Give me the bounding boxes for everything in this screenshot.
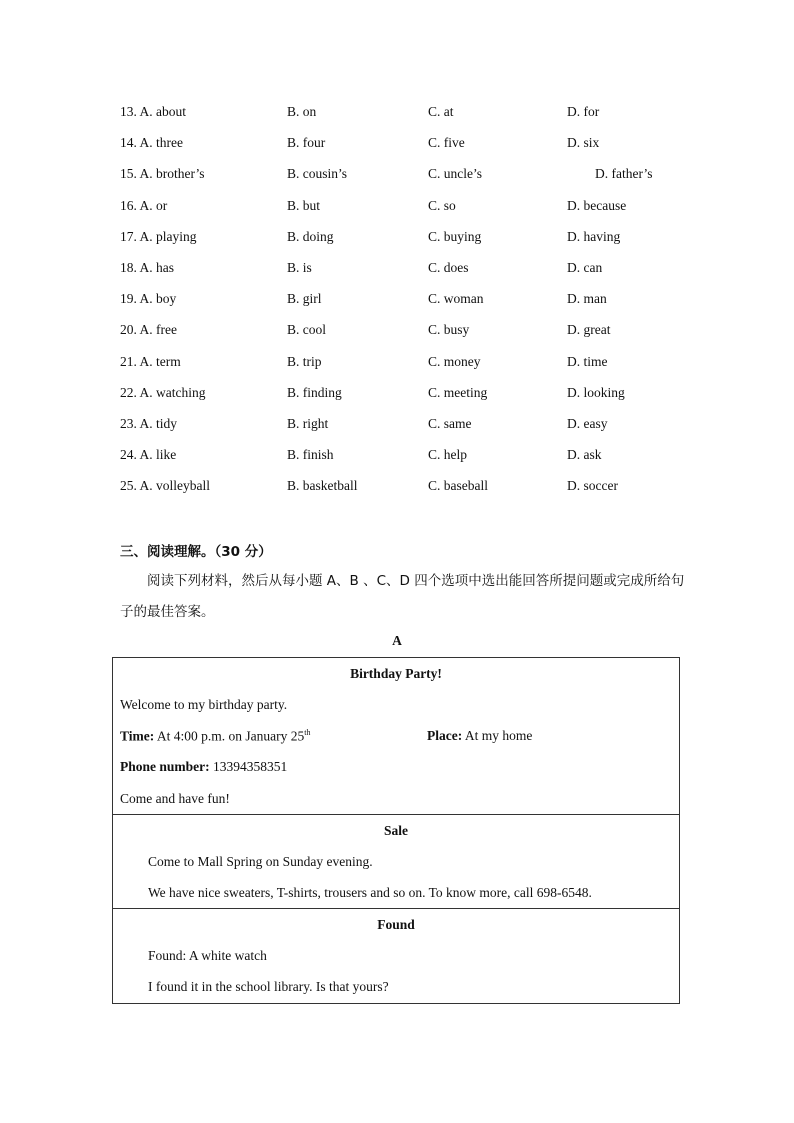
option-d: D. six bbox=[567, 135, 600, 151]
question-row bbox=[0, 322, 794, 342]
option-b: B. cool bbox=[287, 322, 326, 338]
option-c: C. five bbox=[428, 135, 465, 151]
question-lead bbox=[120, 166, 205, 182]
question-row bbox=[0, 478, 794, 498]
option-c: C. buying bbox=[428, 228, 482, 244]
question-row bbox=[0, 385, 794, 405]
question-lead bbox=[120, 260, 174, 276]
question-row bbox=[0, 104, 794, 124]
passage-label: A bbox=[392, 633, 402, 648]
question-number: 22. bbox=[120, 384, 137, 400]
option-a: A. playing bbox=[139, 228, 197, 244]
option-a: A. like bbox=[139, 447, 177, 463]
question-row bbox=[0, 447, 794, 467]
question-lead bbox=[120, 478, 210, 494]
question-number: 21. bbox=[120, 353, 137, 369]
question-lead bbox=[120, 104, 186, 120]
birthday-closing: Come and have fun! bbox=[120, 791, 230, 806]
question-row bbox=[0, 260, 794, 280]
sale-line-1: Come to Mall Spring on Sunday evening. bbox=[148, 854, 373, 869]
option-c: C. same bbox=[428, 416, 472, 431]
question-number: 14. bbox=[120, 135, 137, 151]
option-b: B. but bbox=[287, 197, 321, 213]
found-line-1: Found: A white watch bbox=[148, 948, 267, 963]
option-b: B. four bbox=[287, 135, 326, 151]
option-b: B. is bbox=[287, 260, 312, 275]
option-b: B. cousin’s bbox=[287, 166, 348, 182]
option-c: C. baseball bbox=[428, 478, 488, 494]
birthday-party-notice bbox=[112, 657, 680, 815]
question-number: 15. bbox=[120, 166, 137, 182]
question-lead bbox=[120, 385, 206, 401]
question-row bbox=[0, 291, 794, 311]
option-c: C. help bbox=[428, 447, 467, 463]
option-b: B. trip bbox=[287, 353, 322, 369]
option-b: B. finish bbox=[287, 447, 334, 463]
option-c: C. woman bbox=[428, 291, 484, 307]
birthday-welcome: Welcome to my birthday party. bbox=[120, 697, 288, 712]
birthday-title: Birthday Party! bbox=[350, 666, 442, 681]
option-d: D. great bbox=[567, 322, 611, 338]
question-number: 19. bbox=[120, 291, 137, 307]
option-a: A. free bbox=[139, 322, 177, 338]
question-row bbox=[0, 166, 794, 186]
question-number: 25. bbox=[120, 478, 137, 494]
option-d: D. time bbox=[567, 353, 608, 369]
option-c: C. so bbox=[428, 197, 456, 213]
question-number: 17. bbox=[120, 228, 137, 244]
option-a: A. watching bbox=[139, 384, 206, 400]
section-title: 三、阅读理解。（30 分） bbox=[120, 544, 272, 560]
option-d: D. having bbox=[567, 228, 621, 244]
found-notice bbox=[112, 908, 680, 1004]
phone-label: Phone number: bbox=[120, 759, 210, 774]
time-label: Time: bbox=[120, 728, 155, 744]
option-d: D. soccer bbox=[567, 478, 618, 494]
option-c: C. uncle’s bbox=[428, 166, 482, 182]
option-d: D. ask bbox=[567, 447, 602, 463]
question-number: 16. bbox=[120, 197, 137, 213]
place-value: At my home bbox=[464, 728, 533, 743]
time-value: At 4:00 p.m. on January 25 bbox=[156, 728, 305, 744]
question-lead bbox=[120, 447, 176, 463]
found-line-2: I found it in the school library. Is that yours? bbox=[148, 979, 389, 994]
question-lead bbox=[120, 354, 181, 370]
question-number: 13. bbox=[120, 104, 137, 119]
option-d: D. because bbox=[567, 197, 627, 213]
option-b: B. basketball bbox=[287, 478, 358, 494]
found-title: Found bbox=[377, 917, 415, 932]
question-row bbox=[0, 229, 794, 249]
question-lead bbox=[120, 322, 177, 338]
question-row bbox=[0, 198, 794, 218]
question-number: 18. bbox=[120, 260, 137, 275]
sale-line-2: We have nice sweaters, T-shirts, trousers and so on. To know more, call 698-6548. bbox=[148, 885, 592, 900]
option-a: A. term bbox=[139, 353, 181, 369]
option-b: B. finding bbox=[287, 384, 342, 400]
time-sup: th bbox=[304, 728, 311, 737]
option-d: D. man bbox=[567, 291, 607, 307]
option-c: C. does bbox=[428, 260, 469, 275]
option-b: B. girl bbox=[287, 291, 322, 307]
option-a: A. about bbox=[139, 104, 187, 119]
option-b: B. right bbox=[287, 416, 329, 431]
option-a: A. or bbox=[139, 197, 168, 213]
option-a: A. boy bbox=[139, 291, 177, 307]
birthday-phone bbox=[120, 759, 287, 775]
option-d: D. looking bbox=[567, 384, 625, 400]
option-c: C. busy bbox=[428, 322, 470, 338]
question-row bbox=[0, 354, 794, 374]
option-c: C. meeting bbox=[428, 384, 488, 400]
question-lead bbox=[120, 416, 177, 432]
option-b: B. doing bbox=[287, 228, 334, 244]
question-lead bbox=[120, 135, 183, 151]
question-lead bbox=[120, 291, 176, 307]
option-d: D. for bbox=[567, 104, 600, 119]
question-row bbox=[0, 135, 794, 155]
option-b: B. on bbox=[287, 104, 317, 119]
option-a: A. three bbox=[139, 135, 183, 151]
phone-value: 13394358351 bbox=[213, 759, 288, 774]
option-d: D. can bbox=[567, 260, 603, 275]
question-lead bbox=[120, 229, 197, 245]
option-c: C. at bbox=[428, 104, 454, 119]
birthday-place bbox=[427, 728, 532, 744]
option-a: A. tidy bbox=[139, 416, 178, 431]
question-number: 24. bbox=[120, 447, 137, 463]
option-a: A. brother’s bbox=[139, 166, 205, 182]
option-a: A. has bbox=[139, 260, 175, 275]
place-label: Place: bbox=[427, 728, 463, 743]
section-instruction: 阅读下列材料，然后从每小题 A、B 、C、D 四个选项中选出能回答所提问题或完成所给句子的最佳答案。 bbox=[120, 573, 685, 620]
question-row bbox=[0, 416, 794, 436]
question-lead bbox=[120, 198, 167, 214]
birthday-time bbox=[120, 728, 311, 745]
question-number: 20. bbox=[120, 322, 137, 338]
sale-title: Sale bbox=[383, 823, 408, 838]
option-c: C. money bbox=[428, 353, 481, 369]
option-d: D. easy bbox=[567, 416, 608, 431]
option-a: A. volleyball bbox=[139, 478, 211, 494]
question-number: 23. bbox=[120, 416, 137, 431]
sale-notice bbox=[112, 814, 680, 909]
option-d: D. father’s bbox=[595, 166, 653, 182]
